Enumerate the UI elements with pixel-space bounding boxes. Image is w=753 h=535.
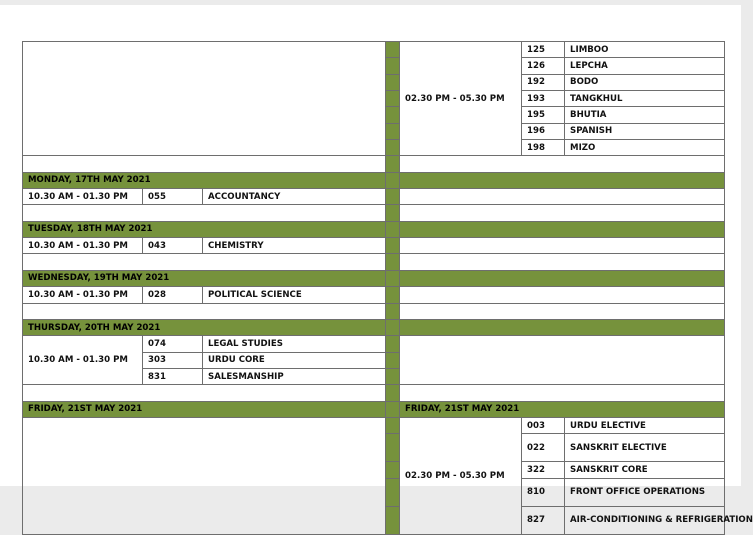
table-row: [23, 417, 725, 433]
spacer-row: [23, 254, 725, 270]
separator-column: [386, 462, 400, 478]
separator-column: [386, 42, 400, 58]
subject-name: MIZO: [565, 140, 725, 156]
day-header-left: FRIDAY, 21ST MAY 2021: [23, 401, 386, 417]
separator-column: [386, 156, 400, 172]
empty-cell: [400, 238, 725, 254]
separator-column: [386, 270, 400, 286]
empty-cell: [23, 417, 386, 534]
spacer-row: [23, 205, 725, 221]
day-header-left: WEDNESDAY, 19TH MAY 2021: [23, 270, 386, 286]
empty-cell: [400, 287, 725, 303]
subject-name: BHUTIA: [565, 107, 725, 123]
separator-column: [386, 434, 400, 462]
separator-column: [386, 140, 400, 156]
empty-cell: [23, 205, 386, 221]
subject-name: ACCOUNTANCY: [203, 189, 386, 205]
day-header-left: MONDAY, 17TH MAY 2021: [23, 172, 386, 188]
subject-name: LEPCHA: [565, 58, 725, 74]
subject-name: CHEMISTRY: [203, 238, 386, 254]
subject-code: 827: [522, 506, 565, 534]
separator-column: [386, 91, 400, 107]
separator-column: [386, 189, 400, 205]
subject-code: 022: [522, 434, 565, 462]
subject-code: 043: [143, 238, 203, 254]
separator-column: [386, 58, 400, 74]
subject-name: SPANISH: [565, 123, 725, 139]
subject-code: 055: [143, 189, 203, 205]
document-page: [0, 5, 753, 526]
subject-name: SANSKRIT CORE: [565, 462, 725, 478]
time-slot: 10.30 AM - 01.30 PM: [23, 287, 143, 303]
empty-cell: [400, 254, 725, 270]
subject-code: 074: [143, 336, 203, 352]
spacer-row: [23, 156, 725, 172]
spacer-row: [23, 385, 725, 401]
day-header-left: TUESDAY, 18TH MAY 2021: [23, 221, 386, 237]
subject-name: URDU ELECTIVE: [565, 417, 725, 433]
table-row: [23, 336, 725, 352]
subject-code: 193: [522, 91, 565, 107]
time-slot: 10.30 AM - 01.30 PM: [23, 336, 143, 385]
subject-name: SALESMANSHIP: [203, 368, 386, 384]
day-header-row: [23, 172, 725, 188]
separator-column: [386, 352, 400, 368]
day-header-right: FRIDAY, 21ST MAY 2021: [400, 401, 725, 417]
separator-column: [386, 303, 400, 319]
table-row: [23, 189, 725, 205]
table-row: [23, 238, 725, 254]
empty-cell: [23, 303, 386, 319]
separator-column: [386, 401, 400, 417]
time-slot: 10.30 AM - 01.30 PM: [23, 238, 143, 254]
subject-code: 196: [522, 123, 565, 139]
subject-name: LEGAL STUDIES: [203, 336, 386, 352]
separator-column: [386, 221, 400, 237]
subject-code: 322: [522, 462, 565, 478]
subject-code: 028: [143, 287, 203, 303]
empty-cell: [23, 42, 386, 156]
subject-name: SANSKRIT ELECTIVE: [565, 434, 725, 462]
subject-name: POLITICAL SCIENCE: [203, 287, 386, 303]
separator-column: [386, 478, 400, 506]
separator-column: [386, 319, 400, 335]
time-slot: 02.30 PM - 05.30 PM: [400, 42, 522, 156]
empty-cell: [400, 205, 725, 221]
subject-name: BODO: [565, 74, 725, 90]
day-header-left: THURSDAY, 20TH MAY 2021: [23, 319, 386, 335]
table-row: [23, 42, 725, 58]
subject-code: 810: [522, 478, 565, 506]
empty-cell: [400, 385, 725, 401]
separator-column: [386, 417, 400, 433]
empty-cell: [400, 189, 725, 205]
subject-code: 125: [522, 42, 565, 58]
separator-column: [386, 254, 400, 270]
day-header-right: [400, 172, 725, 188]
separator-column: [386, 506, 400, 534]
day-header-right: [400, 319, 725, 335]
time-slot: 02.30 PM - 05.30 PM: [400, 417, 522, 534]
time-slot: 10.30 AM - 01.30 PM: [23, 189, 143, 205]
separator-column: [386, 74, 400, 90]
subject-code: 003: [522, 417, 565, 433]
subject-code: 126: [522, 58, 565, 74]
table-row: [23, 287, 725, 303]
spacer-row: [23, 303, 725, 319]
separator-column: [386, 287, 400, 303]
separator-column: [386, 107, 400, 123]
empty-cell: [23, 156, 386, 172]
subject-code: 198: [522, 140, 565, 156]
separator-column: [386, 205, 400, 221]
subject-code: 192: [522, 74, 565, 90]
separator-column: [386, 385, 400, 401]
subject-code: 195: [522, 107, 565, 123]
separator-column: [386, 238, 400, 254]
subject-code: 303: [143, 352, 203, 368]
empty-cell: [400, 156, 725, 172]
subject-name: LIMBOO: [565, 42, 725, 58]
day-header-right: [400, 270, 725, 286]
subject-name: AIR-CONDITIONING & REFRIGERATION: [565, 506, 725, 534]
empty-cell: [400, 303, 725, 319]
empty-cell: [23, 254, 386, 270]
separator-column: [386, 336, 400, 352]
empty-cell: [23, 385, 386, 401]
day-header-row: [23, 401, 725, 417]
subject-code: 831: [143, 368, 203, 384]
day-header-row: [23, 221, 725, 237]
separator-column: [386, 123, 400, 139]
subject-name: FRONT OFFICE OPERATIONS: [565, 478, 725, 506]
separator-column: [386, 368, 400, 384]
exam-schedule-table: [22, 41, 753, 535]
day-header-row: [23, 270, 725, 286]
empty-cell: [400, 336, 725, 385]
subject-name: TANGKHUL: [565, 91, 725, 107]
day-header-right: [400, 221, 725, 237]
day-header-row: [23, 319, 725, 335]
separator-column: [386, 172, 400, 188]
subject-name: URDU CORE: [203, 352, 386, 368]
